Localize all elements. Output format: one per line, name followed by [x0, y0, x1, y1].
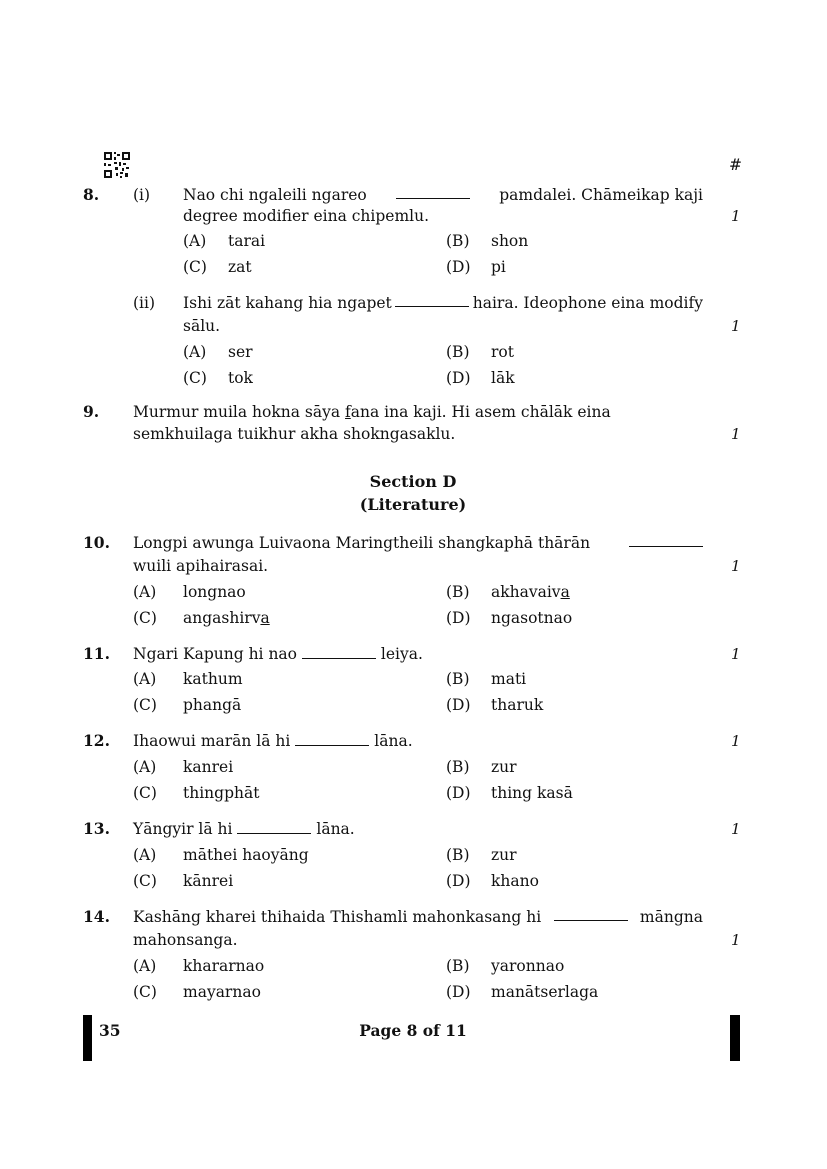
- option-text: khano: [491, 872, 539, 890]
- page-number: Page 8 of 11: [359, 1021, 467, 1040]
- option-text: shon: [491, 232, 529, 250]
- question-text: Ngari Kapung hi nao leiya.: [133, 645, 423, 663]
- option-text: zat: [228, 258, 252, 276]
- question-text: Ihaowui marān lā hi lāna.: [133, 732, 413, 750]
- option-label: (C): [183, 258, 207, 276]
- question-text-line: semkhuilaga tuikhur akha shokngasaklu.: [133, 425, 456, 443]
- option-label: (D): [446, 369, 471, 387]
- option-text: khararnao: [183, 957, 265, 975]
- option-label: (C): [183, 369, 207, 387]
- option-label: (A): [183, 343, 207, 361]
- question-text-part: Murmur muila hokna sāya fana ina kaji. Hi asem chālāk eina: [133, 403, 611, 421]
- option-text: longnao: [183, 583, 246, 601]
- option-text: thing kasā: [491, 784, 573, 802]
- option-label: (B): [446, 670, 470, 688]
- answer-blank: [237, 819, 311, 834]
- marks: 1: [731, 820, 741, 838]
- marks: 1: [731, 207, 741, 225]
- option-label: (A): [133, 846, 157, 864]
- option-text: tok: [228, 369, 253, 387]
- question-text-part: Longpi awunga Luivaona Maringtheili shangkaphā thārān: [133, 534, 591, 552]
- section-subtitle: (Literature): [359, 495, 467, 514]
- option-label: (B): [446, 232, 470, 250]
- question-text-line: mahonsanga.: [133, 931, 238, 949]
- question-text-line: sālu.: [183, 317, 221, 335]
- answer-blank: [396, 184, 470, 199]
- answer-blank: [629, 532, 703, 547]
- option-text: phangā: [183, 696, 242, 714]
- option-text: tarai: [228, 232, 266, 250]
- question-number: 9.: [83, 402, 100, 421]
- marks: 1: [731, 557, 741, 575]
- answer-blank: [295, 731, 369, 746]
- option-text: māthei haoyāng: [183, 846, 309, 864]
- option-text: mayarnao: [183, 983, 261, 1001]
- footer-code: 35: [99, 1021, 121, 1040]
- option-label: (D): [446, 696, 471, 714]
- question-text-part: haira. Ideophone eina modify: [472, 294, 703, 312]
- question-text-part: māngna: [639, 908, 703, 926]
- qr-code-icon: [104, 152, 130, 178]
- marks: 1: [731, 732, 741, 750]
- sub-question-label: (i): [133, 186, 151, 204]
- option-label: (B): [446, 758, 470, 776]
- option-text: yaronnao: [491, 957, 565, 975]
- question-number: 10.: [83, 533, 110, 552]
- question-number: 11.: [83, 644, 110, 663]
- question-text: [183, 292, 703, 314]
- answer-blank: [302, 644, 376, 659]
- question-number: 14.: [83, 907, 110, 926]
- option-text: tharuk: [491, 696, 544, 714]
- question-text: [183, 184, 703, 206]
- option-text: kānrei: [183, 872, 234, 890]
- option-label: (D): [446, 872, 471, 890]
- option-label: (C): [133, 696, 157, 714]
- sub-question-label: (ii): [133, 294, 156, 312]
- option-label: (B): [446, 957, 470, 975]
- option-label: (D): [446, 784, 471, 802]
- question-text: [133, 532, 703, 554]
- option-label: (C): [133, 609, 157, 627]
- question-number: 13.: [83, 819, 110, 838]
- option-text: zur: [491, 758, 517, 776]
- question-number: 8.: [83, 185, 100, 204]
- option-label: (A): [133, 957, 157, 975]
- section-title: Section D: [369, 472, 457, 491]
- question-text-part: Nao chi ngaleili ngareo: [183, 186, 367, 204]
- option-label: (D): [446, 258, 471, 276]
- option-text: kanrei: [183, 758, 234, 776]
- option-label: (C): [133, 983, 157, 1001]
- question-number: 12.: [83, 731, 110, 750]
- option-label: (B): [446, 846, 470, 864]
- option-label: (C): [133, 784, 157, 802]
- marks: 1: [731, 931, 741, 949]
- option-text: ser: [228, 343, 253, 361]
- option-text: thingphāt: [183, 784, 260, 802]
- option-text: manātserlaga: [491, 983, 599, 1001]
- option-text: pi: [491, 258, 506, 276]
- question-text-line: wuili apihairasai.: [133, 557, 269, 575]
- question-text: [133, 906, 703, 928]
- question-text: Yāngyir lā hi lāna.: [133, 820, 355, 838]
- option-label: (D): [446, 983, 471, 1001]
- answer-blank: [554, 906, 628, 921]
- question-text-part: Kashāng kharei thihaida Thishamli mahonkasang hi: [133, 908, 542, 926]
- answer-blank: [395, 292, 469, 307]
- question-text-part: Ishi zāt kahang hia ngapet: [183, 294, 392, 312]
- footer-right-bar: [730, 1015, 740, 1061]
- question-text: [133, 401, 703, 423]
- option-label: (A): [133, 758, 157, 776]
- question-text-line: degree modifier eina chipemlu.: [183, 207, 430, 225]
- option-text: ngasotnao: [491, 609, 573, 627]
- option-label: (C): [133, 872, 157, 890]
- option-label: (D): [446, 609, 471, 627]
- option-text: akhavaiva: [491, 583, 570, 601]
- option-text: zur: [491, 846, 517, 864]
- option-text: kathum: [183, 670, 243, 688]
- option-text: rot: [491, 343, 514, 361]
- option-label: (A): [183, 232, 207, 250]
- page-marker: #: [729, 156, 742, 174]
- option-label: (A): [133, 670, 157, 688]
- option-label: (A): [133, 583, 157, 601]
- option-text: angashirva: [183, 609, 270, 627]
- marks: 1: [731, 317, 741, 335]
- underlined-letter: f: [345, 403, 351, 421]
- question-text-part: pamdalei. Chāmeikap kaji: [499, 186, 703, 204]
- marks: 1: [731, 645, 741, 663]
- option-text: lāk: [491, 369, 515, 387]
- option-text: mati: [491, 670, 527, 688]
- option-label: (B): [446, 343, 470, 361]
- footer-left-bar: [83, 1015, 92, 1061]
- option-label: (B): [446, 583, 470, 601]
- marks: 1: [731, 425, 741, 443]
